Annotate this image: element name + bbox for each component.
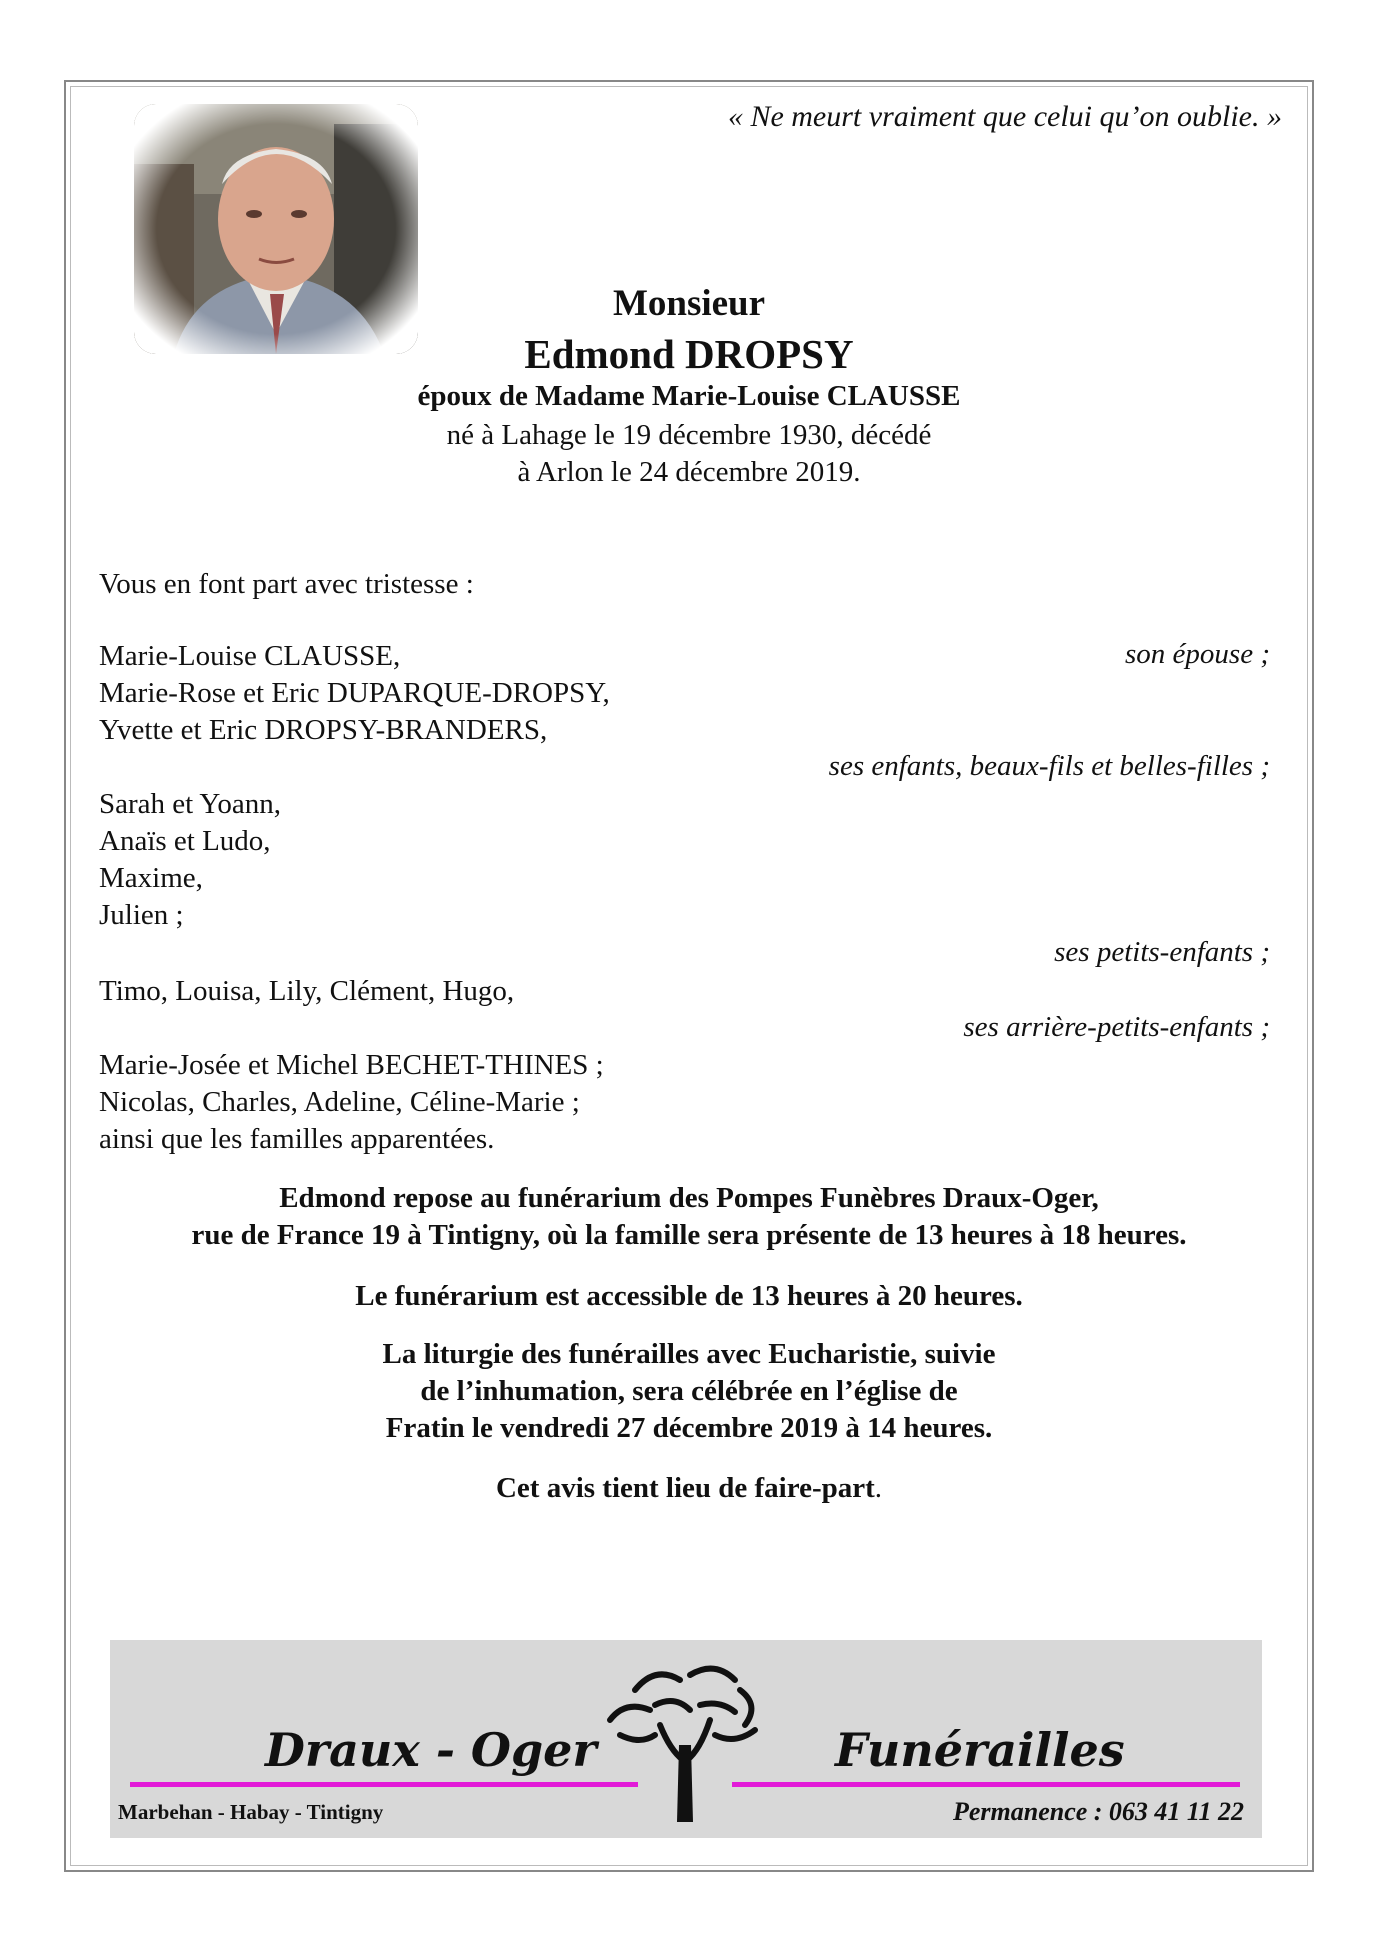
honorific: Monsieur [612,283,766,324]
list-item: Marie-Rose et Eric DUPARQUE-DROPSY, [99,677,610,709]
grandchildren-list [99,786,281,934]
great-grandchildren: Timo, Louisa, Lily, Clément, Hugo, [99,975,515,1007]
list-item: Maxime, [99,862,203,894]
phone-text: Permanence : 063 41 11 22 [952,1797,1244,1826]
list-item: Anaïs et Ludo, [99,825,271,857]
accent-line-left [130,1782,638,1787]
repose-line-2: rue de France 19 à Tintigny, où la famille sera présente de 13 heures à 18 heures. [191,1219,1187,1251]
repose-line-1: Edmond repose au funérarium des Pompes Funèbres Draux-Oger, [279,1182,1099,1214]
spouse-role: son épouse ; [1125,638,1270,670]
list-item: Nicolas, Charles, Adeline, Céline-Marie ; [99,1086,580,1118]
list-item: ainsi que les familles apparentées. [99,1123,495,1155]
brand-left: Draux - Oger [265,1723,597,1777]
accent-line-right [732,1782,1240,1787]
list-item: Marie-Josée et Michel BECHET-THINES ; [99,1049,604,1081]
final-notice-text: Cet avis tient lieu de faire-part [495,1472,875,1504]
spouse-name: Marie-Louise CLAUSSE, [99,640,401,672]
deceased-name: Edmond DROPSY [524,331,854,377]
children-list [99,675,610,749]
locations-text: Marbehan - Habay - Tintigny [118,1800,384,1824]
brand-right: Funérailles [835,1723,1125,1777]
epigraph-quote: « Ne meurt vraiment que celui qu’on oublie. » [727,100,1282,133]
intro-text: Vous en font part avec tristesse : [99,568,474,600]
liturgy-line-2: de l’inhumation, sera célébrée en l’église de [420,1375,958,1407]
birth-death-line-1: né à Lahage le 19 décembre 1930, décédé [446,419,932,451]
great-grandchildren-role: ses arrière-petits-enfants ; [963,1011,1270,1043]
birth-death-line-2: à Arlon le 24 décembre 2019. [517,456,861,488]
final-notice [0,1470,1378,1507]
others-list [99,1047,604,1158]
spouse-line: époux de Madame Marie-Louise CLAUSSE [417,380,961,412]
children-role: ses enfants, beaux-fils et belles-filles ; [828,750,1270,782]
liturgy-line-3: Fratin le vendredi 27 décembre 2019 à 14 heures. [385,1412,993,1444]
access-notice: Le funérarium est accessible de 13 heures à 20 heures. [355,1280,1023,1312]
grandchildren-role: ses petits-enfants ; [1054,936,1270,968]
liturgy-line-1: La liturgie des funérailles avec Eucharistie, suivie [382,1338,996,1370]
list-item: Yvette et Eric DROPSY-BRANDERS, [99,714,548,746]
final-notice-period: . [874,1472,883,1504]
funeral-home-banner [110,1640,1262,1838]
repose-notice [0,1180,1378,1254]
list-item: Sarah et Yoann, [99,788,282,820]
liturgy-notice [0,1336,1378,1447]
list-item: Julien ; [99,899,184,931]
tree-icon [595,1650,775,1830]
